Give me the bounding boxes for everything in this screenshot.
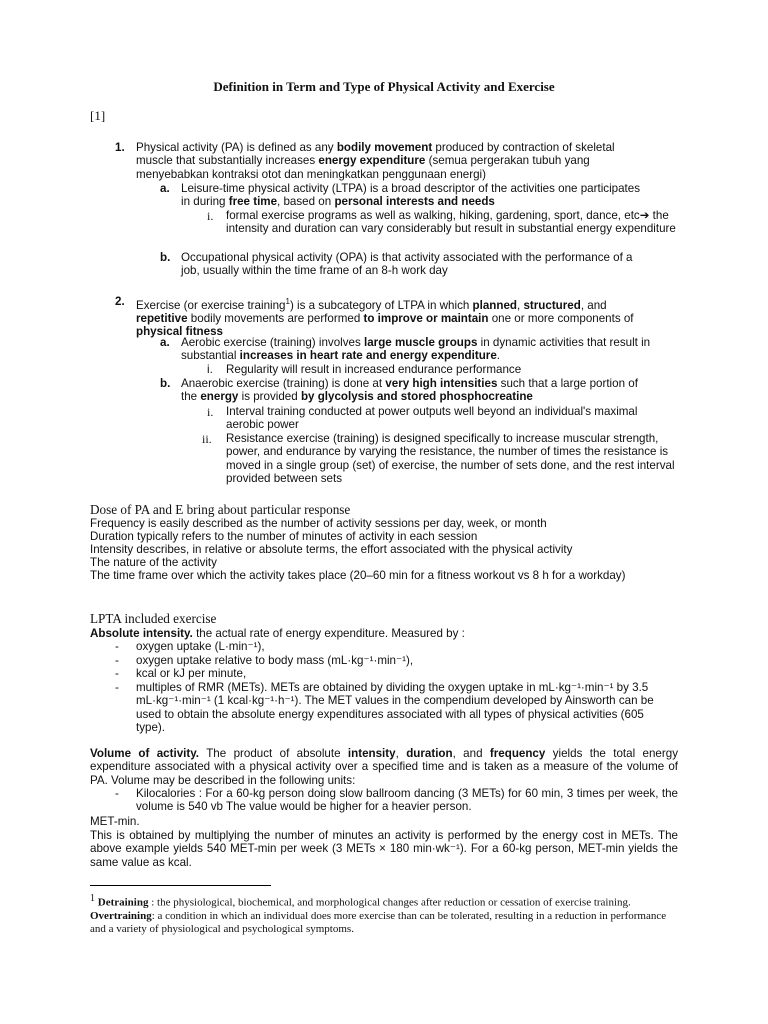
section-2-text: Exercise (or exercise training$^1$) is a subcategory of LTPA in which planned, structured, and repetitive bodily movements are performed to improve or maintain one or more components of physical fitness (136, 297, 634, 339)
section-1a-label: a. (160, 182, 170, 195)
section-2ai-label: i. (207, 363, 213, 376)
dose-line-duration: Duration typically refers to the number of minutes of activity in each session (90, 530, 478, 543)
absolute-intensity-line: Absolute intensity. the actual rate of energy expenditure. Measured by : (90, 627, 465, 640)
section-1a-text: Leisure-time physical activity (LTPA) is a broad descriptor of the activities one participates in during free time, based on personal interests and needs (181, 182, 641, 209)
list-dash: - (115, 681, 119, 694)
kilocalories-item: Kilocalories : For a 60-kg person doing slow ballroom dancing (3 METs) for 60 min, 3 times per week, the volume is 540 vb The value would be higher for a heavier person. (136, 787, 678, 814)
list-item-relative-uptake: oxygen uptake relative to body mass (mL·kg⁻¹·min⁻¹), (136, 654, 414, 667)
volume-paragraph: Volume of activity. The product of absolute intensity, duration, and frequency yields the total energy expenditure associated with a physical activity over a specified time and is taken as a measure of the volume of PA. Volume may be described in the following units: (90, 747, 678, 787)
section-2bii-text: Resistance exercise (training) is designed specifically to increase muscular strength, power, and endurance by varying the resistance, the number of times the resistance is moved in a single group (set) of exercise, the number of sets done, and the rest interval provided between sets (226, 432, 675, 485)
dose-line-nature: The nature of the activity (90, 556, 217, 569)
footnote: $^1$ Detraining : the physiological, biochemical, and morphological changes after reduction or cessation of exercise training. Overtraining: a condition in which an individual does more exercise than can be tolerated, resulting in a reduction in performance and a variety of physiological and psychological symptoms. (90, 893, 667, 936)
reference-marker: [1] (90, 108, 106, 123)
section-2b-label: b. (160, 377, 171, 390)
section-2a-label: a. (160, 336, 170, 349)
section-1b-label: b. (160, 251, 171, 264)
list-item-oxygen-uptake: oxygen uptake (L·min⁻¹), (136, 640, 265, 653)
lpta-heading: LPTA included exercise (90, 611, 217, 626)
dose-heading: Dose of PA and E bring about particular response (90, 502, 351, 517)
section-1ai-label: i. (207, 209, 214, 223)
section-2ai-text: Regularity will result in increased endurance performance (226, 363, 522, 376)
dose-line-frequency: Frequency is easily described as the number of activity sessions per day, week, or month (90, 517, 547, 530)
met-min-label: MET-min. (90, 815, 140, 828)
section-2-number: 2. (115, 295, 125, 308)
list-dash: - (115, 640, 119, 653)
section-1b-text: Occupational physical activity (OPA) is that activity associated with the performance of a job, usually within the time frame of an 8-h work day (181, 251, 633, 278)
section-1-text: Physical activity (PA) is defined as any bodily movement produced by contraction of skeletal muscle that substantially increases energy expenditure (semua pergerakan tubuh yang menyebabkan kontraksi otot dan meningkatkan penggunaan energi) (136, 141, 615, 181)
section-1-number: 1. (115, 141, 125, 154)
met-min-paragraph: This is obtained by multiplying the number of minutes an activity is performed by the energy cost in METs. The above example yields 540 MET-min per week (3 METs × 180 min·wk⁻¹). For a 60-kg person, MET-min yields the same value as kcal. (90, 829, 678, 869)
footnote-rule (90, 885, 271, 886)
dose-line-intensity: Intensity describes, in relative or absolute terms, the effort associated with the physical activity (90, 543, 573, 556)
list-dash: - (115, 787, 119, 800)
page-title: Definition in Term and Type of Physical Activity and Exercise (213, 79, 555, 94)
section-2a-text: Aerobic exercise (training) involves large muscle groups in dynamic activities that result in substantial increases in heart rate and energy expenditure. (181, 336, 651, 363)
section-1ai-text: formal exercise programs as well as walking, hiking, gardening, sport, dance, etc➔ the intensity and duration can vary considerably but result in substantial energy expenditure (226, 209, 676, 236)
section-2bii-label: ii. (202, 432, 212, 446)
dose-line-timeframe: The time frame over which the activity takes place (20–60 min for a fitness workout vs 8 h for a workday) (90, 569, 626, 582)
list-dash: - (115, 654, 119, 667)
section-2bi-text: Interval training conducted at power outputs well beyond an individual's maximal aerobic power (226, 405, 638, 432)
list-item-mets: multiples of RMR (METs). METs are obtained by dividing the oxygen uptake in mL·kg⁻¹·min⁻¹ by 3.5 mL·kg⁻¹·min⁻¹ (1 kcal·kg⁻¹·h⁻¹). The MET values in the compendium developed by Ainsworth can be used to obtain the absolute energy expenditures associated with all types of physical activities (605 type). (136, 681, 654, 734)
arrow-icon: ➔ (639, 209, 650, 222)
list-dash: - (115, 667, 119, 680)
list-item-kcal: kcal or kJ per minute, (136, 667, 247, 680)
section-2bi-label: i. (207, 405, 214, 419)
section-2b-text: Anaerobic exercise (training) is done at very high intensities such that a large portion of the energy is provided by glycolysis and stored phosphocreatine (181, 377, 638, 404)
